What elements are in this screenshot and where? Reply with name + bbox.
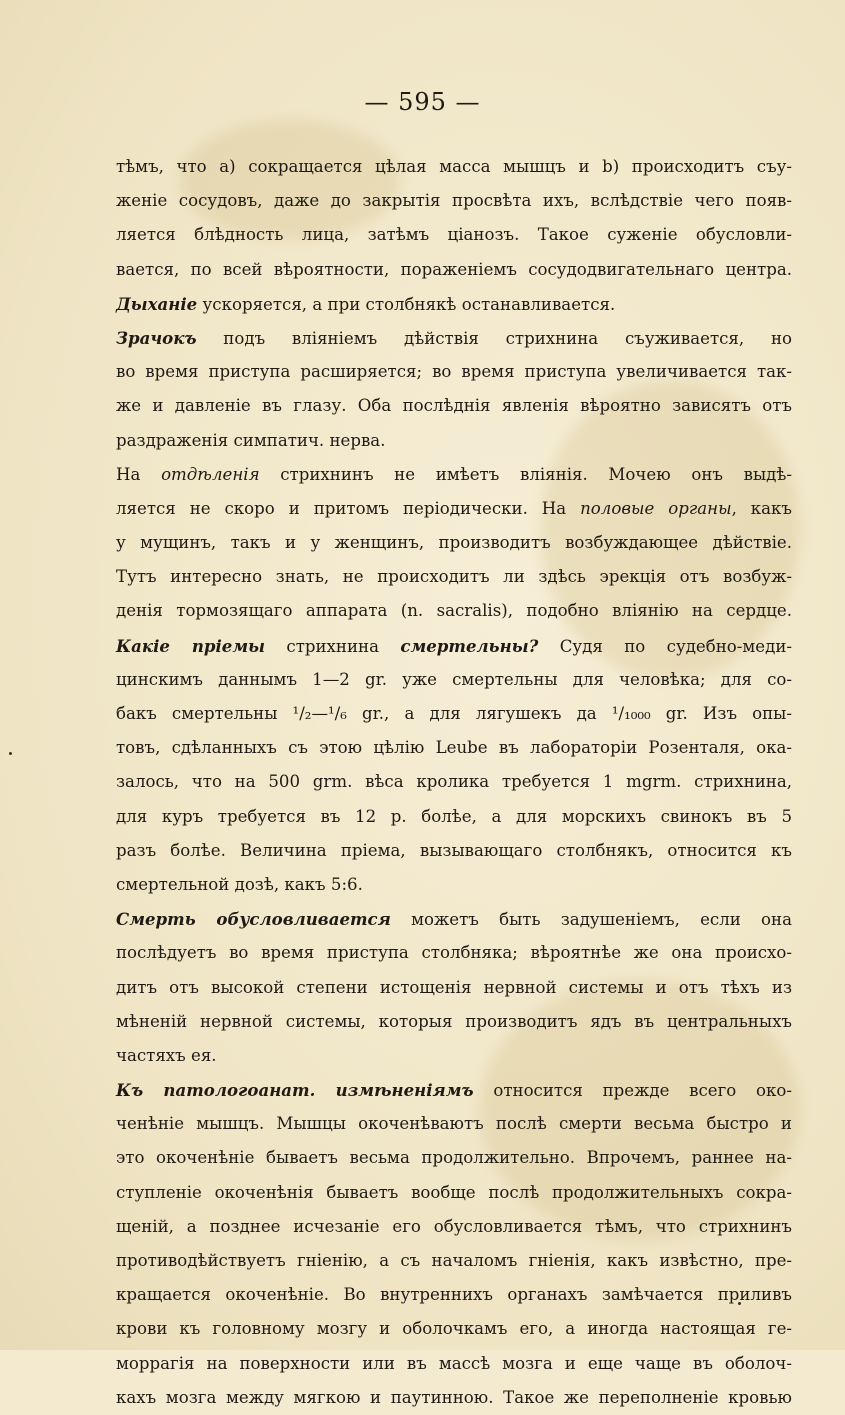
heading-inline: Зрачокъ bbox=[116, 327, 197, 348]
text-line: крови къ головному мозгу и оболочкамъ его, а иногда настоящая ге- bbox=[116, 1319, 792, 1339]
emphasis-inline: половые органы bbox=[580, 498, 732, 518]
text-line: Тутъ интересно знать, не происходитъ ли здѣсь эрекція отъ возбуж- bbox=[116, 567, 792, 587]
text-line: у мущинъ, такъ и у женщинъ, производитъ возбуждающее дѣйствіе. bbox=[116, 533, 792, 553]
text-line: ченѣніе мышцъ. Мышцы окоченѣваютъ послѣ смерти весьма быстро и bbox=[116, 1114, 792, 1134]
body-text bbox=[116, 150, 792, 1415]
text-line: Къ патологоанат. измѣненіямъ относится прежде всего око- bbox=[116, 1080, 792, 1101]
text-line: раздраженія симпатич. нерва. bbox=[116, 430, 386, 450]
text-line: ляется не скоро и притомъ періодически. На половые органы, какъ bbox=[116, 498, 792, 518]
text-line: кахъ мозга между мягкою и паутинною. Такое же переполненіе кровью bbox=[116, 1387, 792, 1407]
text-line: Какіе пріемы стрихнина смертельны? Судя по судебно-меди- bbox=[116, 635, 793, 656]
text-line: разъ болѣе. Величина пріема, вызывающаго столбнякъ, относится къ bbox=[116, 840, 792, 860]
text-line: Дыханіе ускоряется, а при столбнякѣ останавливается. bbox=[116, 293, 616, 314]
text-line: вается, по всей вѣроятности, пораженіемъ сосудодвигательнаго центра. bbox=[116, 259, 792, 279]
text-line: частяхъ ея. bbox=[116, 1045, 217, 1065]
text-line: товъ, сдѣланныхъ съ этою цѣлію Leube въ лабораторіи Розенталя, ока- bbox=[116, 738, 792, 758]
text-line: противодѣйствуетъ гніенію, а съ началомъ гніенія, какъ извѣстно, пре- bbox=[116, 1251, 792, 1270]
text-line: денія тормозящаго аппарата (n. sacralis), подобно вліянію на сердце. bbox=[116, 601, 792, 621]
text-line: На отдѣленія стрихнинъ не имѣетъ вліянія. Мочею онъ выдѣ- bbox=[116, 464, 793, 484]
text-line: моррагія на поверхности или въ массѣ мозга и еще чаще въ оболоч- bbox=[116, 1353, 792, 1373]
text-line: смертельной дозѣ, какъ 5:6. bbox=[116, 874, 363, 894]
text-line: Зрачокъ подъ вліяніемъ дѣйствія стрихнина съуживается, но bbox=[116, 327, 792, 348]
text-line: тѣмъ, что а) сокращается цѣлая масса мышцъ и b) происходитъ съу- bbox=[116, 157, 792, 176]
text-line: для куръ требуется въ 12 р. болѣе, а для морскихъ свинокъ въ 5 bbox=[116, 806, 792, 826]
heading-inline: Къ патологоанат. измѣненіямъ bbox=[116, 1080, 474, 1101]
text-line: ляется блѣдность лица, затѣмъ ціанозъ. Такое суженіе обусловли- bbox=[116, 225, 792, 245]
heading-inline: Дыханіе bbox=[116, 293, 198, 314]
text-line: кращается окоченѣніе. Во внутреннихъ органахъ замѣчается приливъ bbox=[116, 1285, 792, 1305]
text-line: залось, что на 500 grm. вѣса кролика требуется 1 mgrm. стрихнина, bbox=[116, 772, 792, 792]
text-line: цинскимъ даннымъ 1—2 gr. уже смертельны для человѣка; для со- bbox=[116, 669, 792, 689]
text-line: мѣненій нервной системы, которыя производитъ ядъ въ центральныхъ bbox=[116, 1011, 792, 1031]
ink-speck bbox=[9, 752, 12, 755]
text-line: щеній, а позднее исчезаніе его обусловливается тѣмъ, что стрихнинъ bbox=[116, 1216, 792, 1236]
text-line: это окоченѣніе бываетъ весьма продолжительно. Впрочемъ, раннее на- bbox=[116, 1148, 792, 1168]
text-line: послѣдуетъ во время приступа столбняка; вѣроятнѣе же она происхо- bbox=[116, 943, 792, 963]
page-number: — 595 — bbox=[364, 88, 481, 116]
text-line: же и давленіе въ глазу. Оба послѣднія явленія вѣроятно зависятъ отъ bbox=[116, 396, 792, 416]
text-line: Смерть обусловливается можетъ быть задушеніемъ, если она bbox=[116, 909, 792, 930]
text-line: ступленіе окоченѣнія бываетъ вообще послѣ продолжительныхъ сокра- bbox=[116, 1182, 792, 1202]
heading-inline: Какіе пріемы bbox=[116, 635, 266, 656]
text-line: дитъ отъ высокой степени истощенія нервной системы и отъ тѣхъ из bbox=[116, 977, 792, 997]
heading-inline: Смерть обусловливается bbox=[116, 909, 391, 930]
text-line: бакъ смертельны ¹/₂—¹/₆ gr., а для лягушекъ да ¹/₁₀₀₀ gr. Изъ опы- bbox=[116, 704, 792, 723]
heading-inline: смертельны? bbox=[400, 635, 539, 656]
emphasis-inline: отдѣленія bbox=[161, 464, 260, 484]
text-line: женіе сосудовъ, даже до закрытія просвѣта ихъ, вслѣдствіе чего появ- bbox=[116, 191, 792, 211]
text-line: во время приступа расширяется; во время приступа увеличивается так- bbox=[116, 362, 792, 382]
